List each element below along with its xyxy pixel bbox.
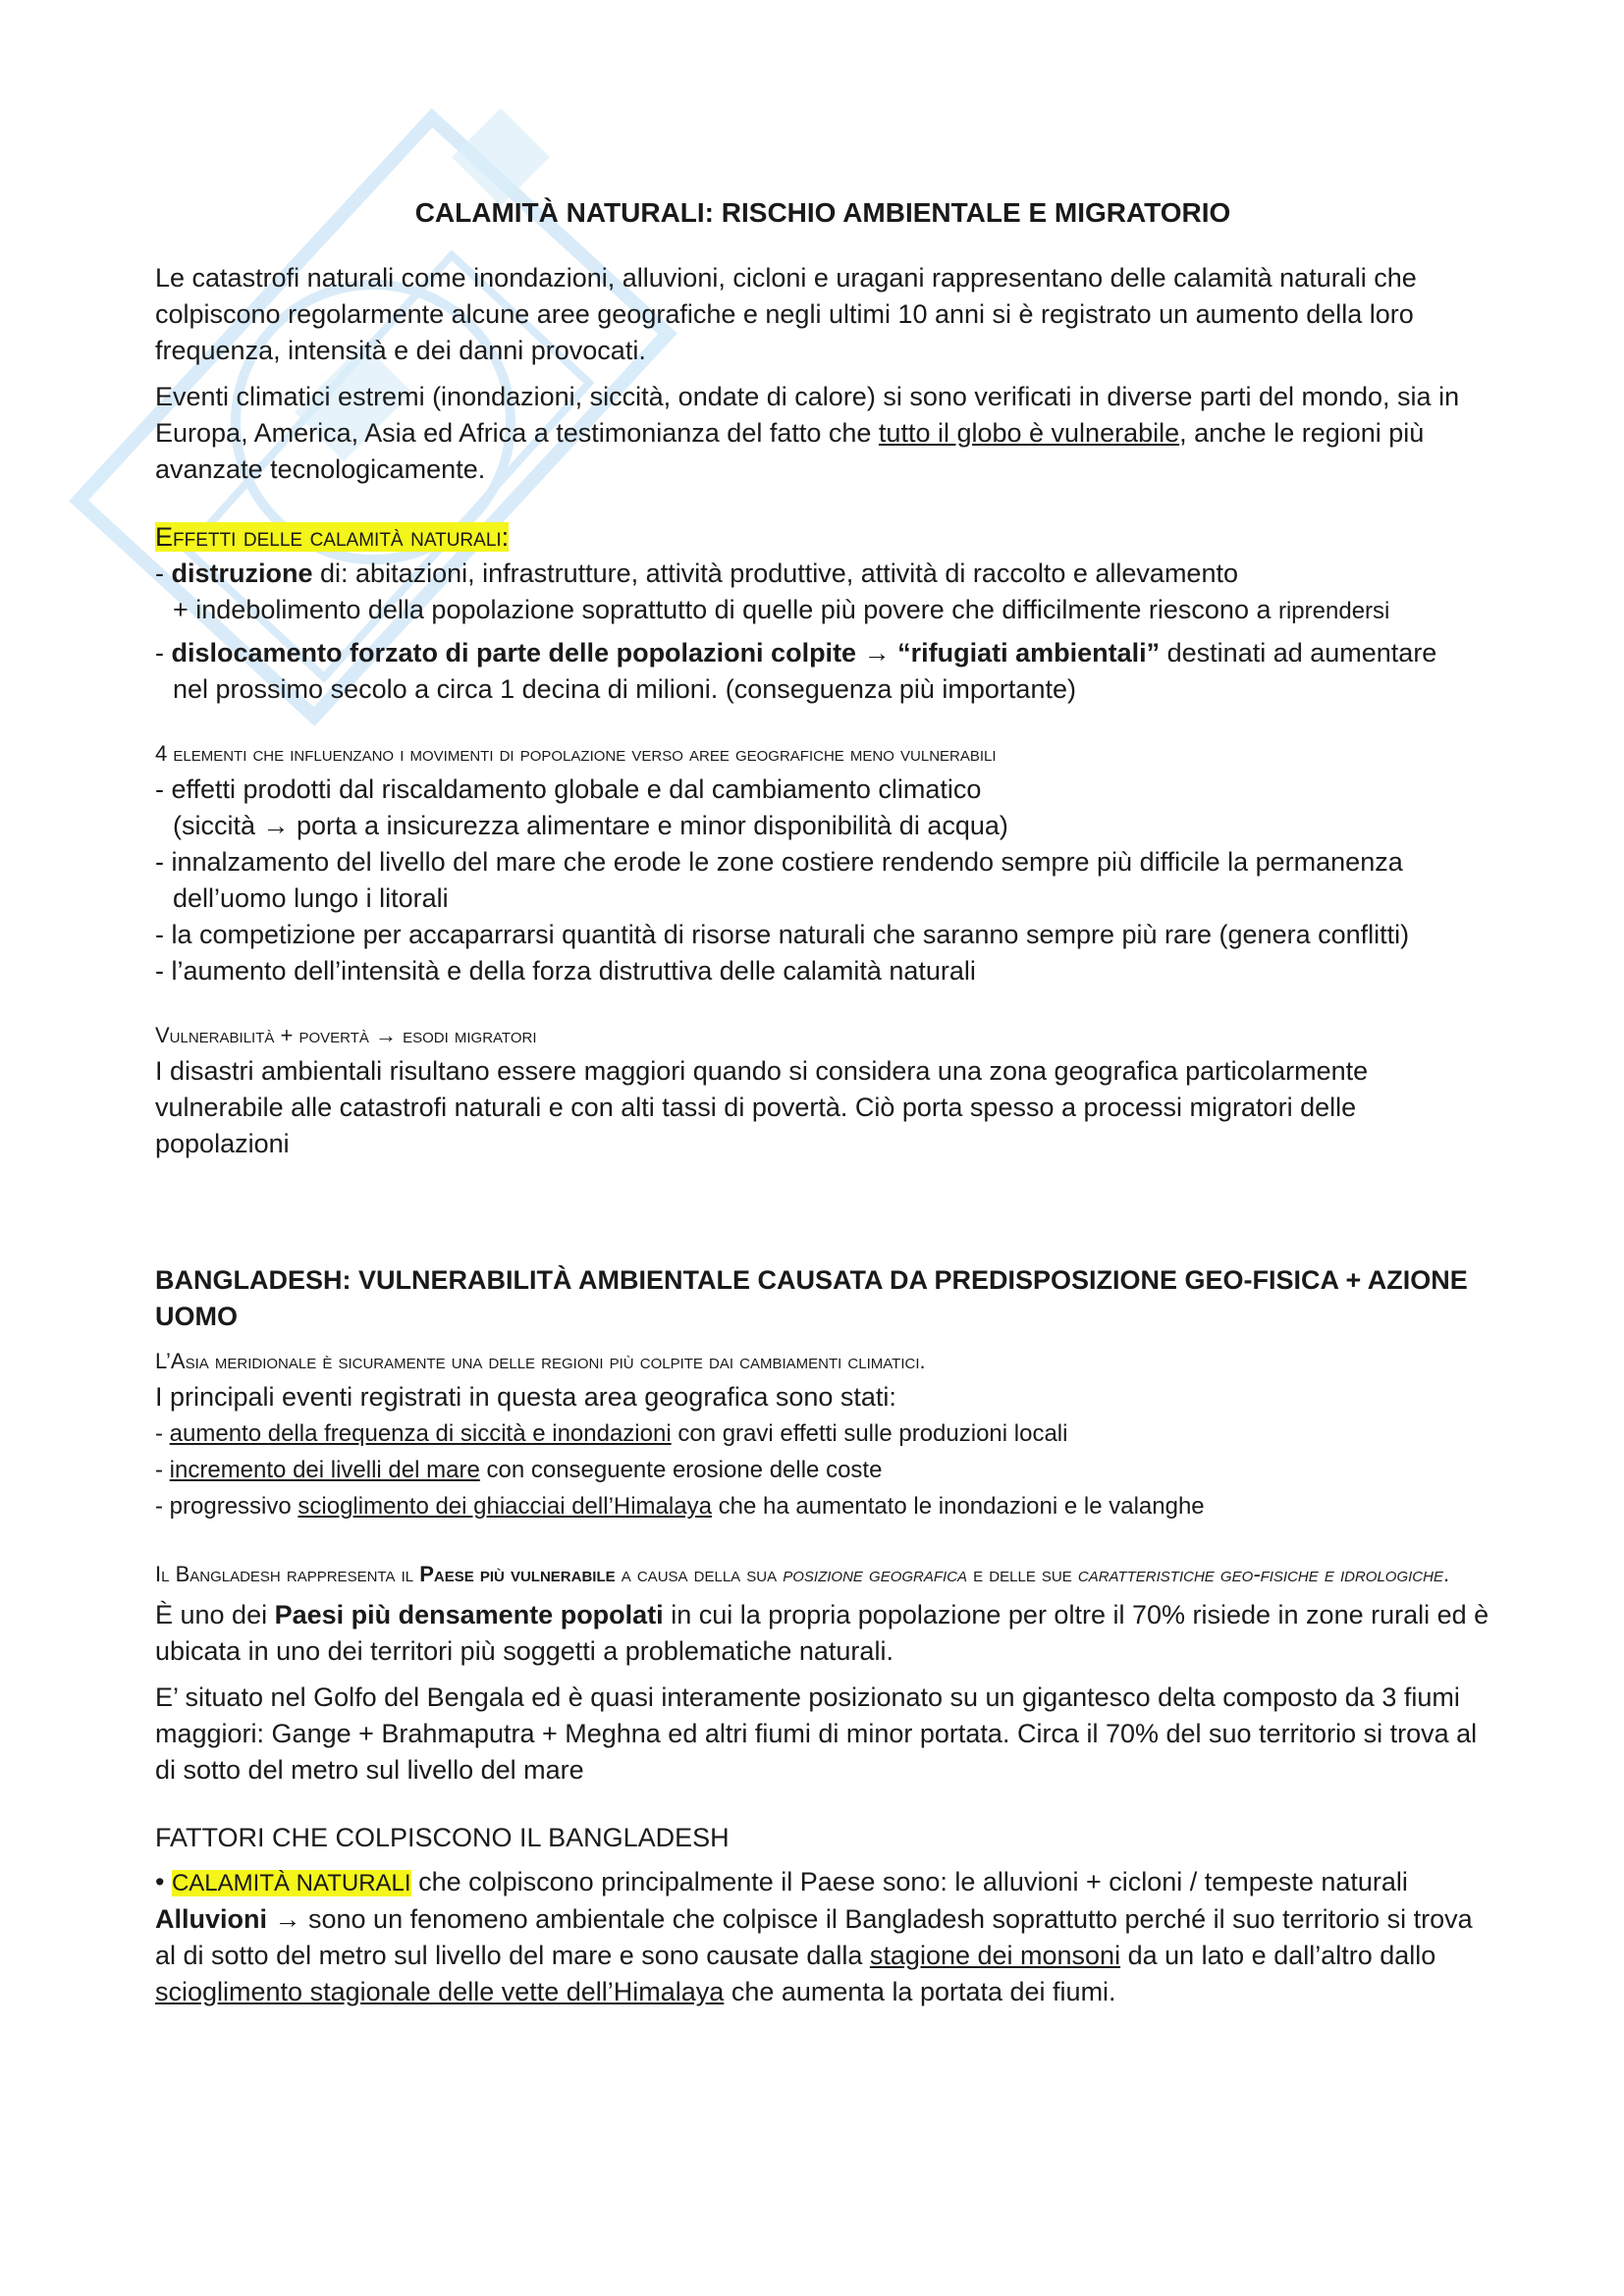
elementi-item-3: - la competizione per accaparrarsi quantità di risorse naturali che saranno sempre più rare (genera conflitti) xyxy=(155,920,1410,949)
bangladesh-heading: BANGLADESH: VULNERABILITÀ AMBIENTALE CAUSATA DA PREDISPOSIZIONE GEO-FISICA + AZIONE UOMO xyxy=(155,1265,1468,1331)
intro-paragraph-1: Le catastrofi naturali come inondazioni, alluvioni, cicloni e uragani rappresentano delle calamità naturali che colpiscono regolarmente alcune aree geografiche e negli ultimi 10 anni si è registrato un aumento della loro frequenza, intensità e dei danni provocati. xyxy=(155,263,1417,365)
vulnerabilita-heading: Vulnerabilità + povertà → esodi migratori xyxy=(155,1023,537,1047)
elementi-heading: 4 elementi che influenzano i movimenti di popolazione verso aree geografiche meno vulnerabili xyxy=(155,741,997,766)
elementi-item-4: - l’aumento dell’intensità e della forza distruttiva delle calamità naturali xyxy=(155,956,976,986)
bangladesh-evento-3: - progressivo scioglimento dei ghiacciai dell’Himalaya che ha aumentato le inondazioni e le valanghe xyxy=(155,1493,1205,1520)
effetti-item-indebolimento: + indebolimento della popolazione soprattutto di quelle più povere che difficilmente riescono a riprendersi xyxy=(173,595,1390,624)
elementi-item-1-cont: (siccità → porta a insicurezza alimentare e minor disponibilità di acqua) xyxy=(173,811,1008,840)
effetti-item-dislocamento: - dislocamento forzato di parte delle popolazioni colpite → “rifugiati ambientali” destinati ad aumentare xyxy=(155,638,1437,667)
bangladesh-eventi-intro: I principali eventi registrati in questa area geografica sono stati: xyxy=(155,1382,896,1412)
bangladesh-golfo-text: E’ situato nel Golfo del Bengala ed è quasi interamente posizionato su un gigantesco delta composto da 3 fiumi maggiori: Gange + Brahmaputra + Meghna ed altri fiumi di minor portata. Circa il 70% del suo territorio si trova al di sotto del metro sul livello del mare xyxy=(155,1682,1478,1785)
bangladesh-asia-text: L’Asia meridionale è sicuramente una delle regioni più colpite dai cambiamenti climatici. xyxy=(155,1349,926,1373)
effetti-heading: Effetti delle calamità naturali: xyxy=(155,522,510,552)
fattori-calamita-line: • CALAMITÀ NATURALI che colpiscono principalmente il Paese sono: le alluvioni + cicloni / tempeste naturali xyxy=(155,1867,1408,1896)
elementi-item-1: - effetti prodotti dal riscaldamento globale e dal cambiamento climatico xyxy=(155,774,982,804)
intro-paragraph-2: Eventi climatici estremi (inondazioni, siccità, ondate di calore) si sono verificati in diverse parti del mondo, sia in Europa, America, Asia ed Africa a testimonianza del fatto che tutto il globo è vulnerabile, anche le regioni più avanzate tecnologicamente. xyxy=(155,382,1460,484)
bangladesh-evento-1: - aumento della frequenza di siccità e inondazioni con gravi effetti sulle produzioni locali xyxy=(155,1420,1068,1447)
fattori-alluvioni-text: Alluvioni → sono un fenomeno ambientale che colpisce il Bangladesh soprattutto perché il suo territorio si trova al di sotto del metro sul livello del mare e sono causate dalla stagione dei monsoni da un lato e dall’altro dallo scioglimento stagionale delle vette dell’Himalaya che aumenta la portata dei fiumi. xyxy=(155,1904,1473,2006)
vulnerabilita-text: I disastri ambientali risultano essere maggiori quando si considera una zona geografica particolarmente vulnerabile alle catastrofi naturali e con alti tassi di povertà. Ciò porta spesso a processi migratori delle popolazioni xyxy=(155,1056,1369,1158)
document-content xyxy=(155,194,1490,2020)
elementi-item-2: - innalzamento del livello del mare che erode le zone costiere rendendo sempre più difficile la permanenza xyxy=(155,847,1403,877)
elementi-item-2-cont: dell’uomo lungo i litorali xyxy=(173,883,449,913)
bangladesh-densita-text: È uno dei Paesi più densamente popolati in cui la propria popolazione per oltre il 70% risiede in zone rurali ed è ubicata in uno dei territori più soggetti a problematiche naturali. xyxy=(155,1600,1489,1666)
effetti-item-dislocamento-cont: nel prossimo secolo a circa 1 decina di milioni. (conseguenza più importante) xyxy=(173,674,1076,704)
bangladesh-evento-2: - incremento dei livelli del mare con conseguente erosione delle coste xyxy=(155,1457,883,1483)
fattori-heading: FATTORI CHE COLPISCONO IL BANGLADESH xyxy=(155,1823,730,1852)
document-title: CALAMITÀ NATURALI: RISCHIO AMBIENTALE E MIGRATORIO xyxy=(414,197,1231,228)
bangladesh-paese-text: Il Bangladesh rappresenta il Paese più vulnerabile a causa della sua posizione geografica e delle sue caratteristiche geo-fisiche e idrologiche. xyxy=(155,1562,1450,1586)
effetti-item-distruzione: - distruzione di: abitazioni, infrastrutture, attività produttive, attività di raccolto e allevamento xyxy=(155,559,1238,588)
